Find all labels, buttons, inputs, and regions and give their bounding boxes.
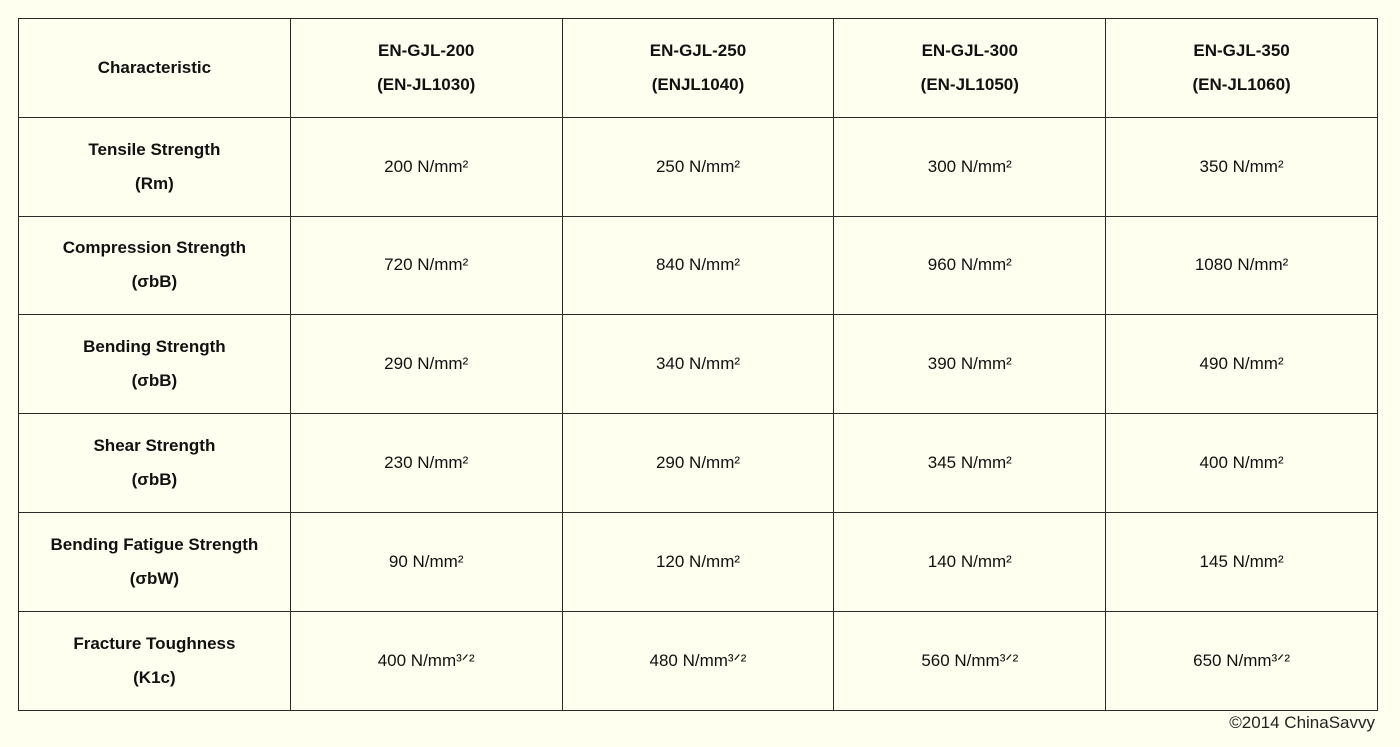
- table-row: [19, 117, 1378, 216]
- grade-name: EN-GJL-300: [921, 40, 1018, 60]
- grade-code: (EN-JL1030): [377, 74, 476, 94]
- value-cell: 400 N/mm³ᐟ²: [290, 611, 562, 710]
- table-row: [19, 216, 1378, 315]
- table-row: [19, 512, 1378, 611]
- row-header: [19, 315, 291, 414]
- value-cell: 720 N/mm²: [290, 216, 562, 315]
- value-cell: 480 N/mm³ᐟ²: [562, 611, 834, 710]
- table-row: [19, 611, 1378, 710]
- value-cell: 250 N/mm²: [562, 117, 834, 216]
- grade-code: (ENJL1040): [651, 74, 745, 94]
- value-cell: 120 N/mm²: [562, 512, 834, 611]
- grade-header: [834, 19, 1106, 118]
- row-label: Shear Strength: [93, 436, 216, 456]
- grade-header: [290, 19, 562, 118]
- value-cell: 560 N/mm³ᐟ²: [834, 611, 1106, 710]
- row-symbol: (σbB): [131, 470, 178, 490]
- row-header: [19, 512, 291, 611]
- table-row: [19, 315, 1378, 414]
- value-cell: 90 N/mm²: [290, 512, 562, 611]
- row-symbol: (σbB): [131, 371, 178, 391]
- row-header: [19, 611, 291, 710]
- value-cell: 290 N/mm²: [290, 315, 562, 414]
- value-cell: 340 N/mm²: [562, 315, 834, 414]
- value-cell: 490 N/mm²: [1106, 315, 1378, 414]
- value-cell: 145 N/mm²: [1106, 512, 1378, 611]
- grade-header: [1106, 19, 1378, 118]
- row-symbol: (σbB): [131, 272, 178, 292]
- row-symbol: (K1c): [133, 667, 176, 687]
- value-cell: 840 N/mm²: [562, 216, 834, 315]
- value-cell: 300 N/mm²: [834, 117, 1106, 216]
- row-symbol: (Rm): [135, 173, 174, 193]
- value-cell: 345 N/mm²: [834, 414, 1106, 513]
- value-cell: 350 N/mm²: [1106, 117, 1378, 216]
- properties-table: [18, 18, 1378, 711]
- value-cell: 960 N/mm²: [834, 216, 1106, 315]
- corner-header: [19, 19, 291, 118]
- grade-name: EN-GJL-250: [649, 40, 747, 60]
- grade-name: EN-GJL-350: [1193, 40, 1290, 60]
- corner-label: Characteristic: [97, 57, 212, 77]
- value-cell: 230 N/mm²: [290, 414, 562, 513]
- row-label: Bending Fatigue Strength: [50, 534, 259, 554]
- value-cell: 290 N/mm²: [562, 414, 834, 513]
- grade-header: [562, 19, 834, 118]
- value-cell: 200 N/mm²: [290, 117, 562, 216]
- table-row: [19, 414, 1378, 513]
- row-label: Compression Strength: [62, 238, 247, 258]
- row-label: Fracture Toughness: [73, 633, 236, 653]
- copyright-notice: ©2014 ChinaSavvy: [1229, 713, 1375, 732]
- row-header: [19, 216, 291, 315]
- row-label: Bending Strength: [83, 337, 226, 357]
- value-cell: 140 N/mm²: [834, 512, 1106, 611]
- header-row: [19, 19, 1378, 118]
- grade-code: (EN-JL1060): [1192, 74, 1291, 94]
- row-header: [19, 414, 291, 513]
- grade-code: (EN-JL1050): [920, 74, 1019, 94]
- value-cell: 400 N/mm²: [1106, 414, 1378, 513]
- grade-name: EN-GJL-200: [378, 40, 475, 60]
- value-cell: 650 N/mm³ᐟ²: [1106, 611, 1378, 710]
- row-symbol: (σbW): [129, 568, 180, 588]
- row-header: [19, 117, 291, 216]
- value-cell: 1080 N/mm²: [1106, 216, 1378, 315]
- value-cell: 390 N/mm²: [834, 315, 1106, 414]
- row-label: Tensile Strength: [88, 139, 221, 159]
